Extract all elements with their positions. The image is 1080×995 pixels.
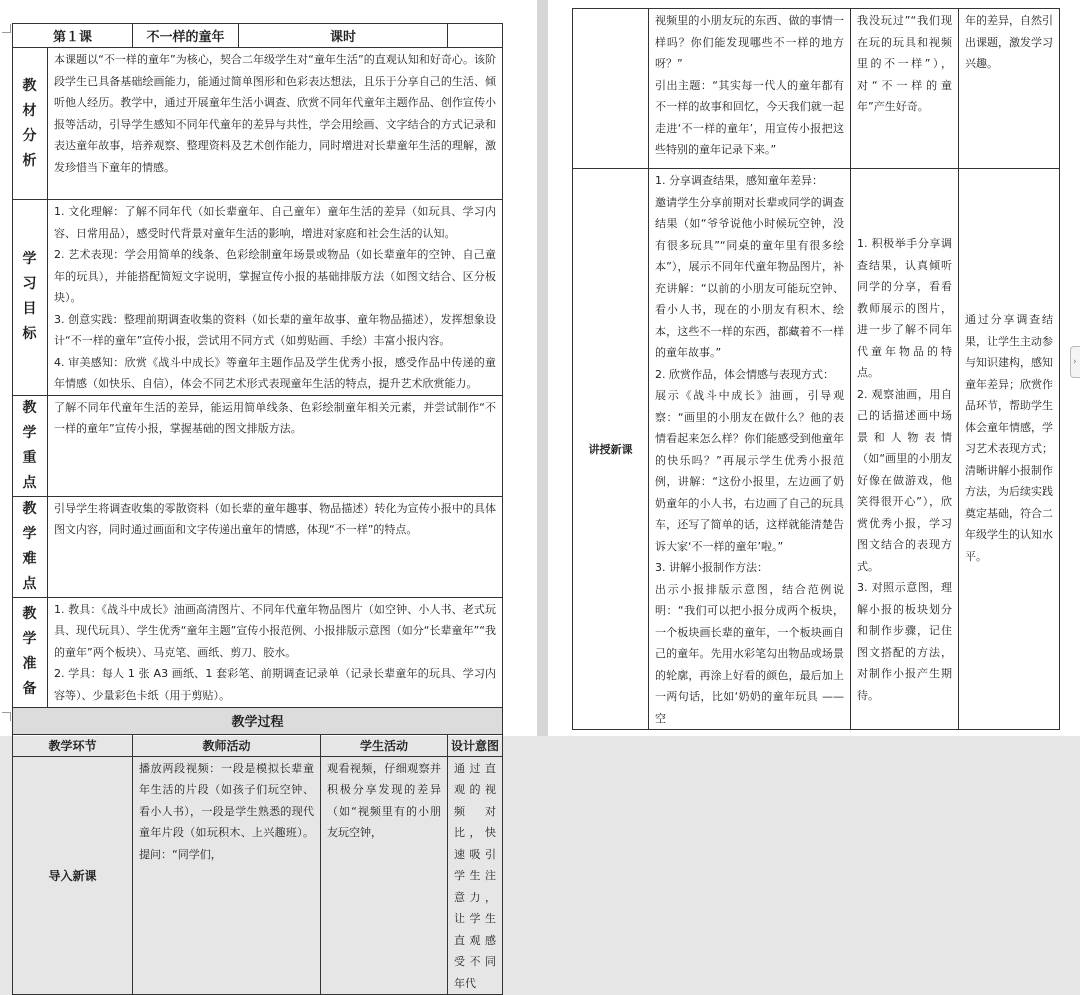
difficult-points-text: 引导学生将调查收集的零散资料（如长辈的童年趣事、物品描述）转化为宣传小报中的具体图文内容，同时通过画面和文字传递出童年的情感，体现“不一样”的特点。 xyxy=(48,496,503,597)
learning-goal-item: 3. 创意实践：整理前期调查收集的资料（如长辈的童年故事、童年物品描述），发挥想象设计“不一样的童年”宣传小报，尝试用不同方式（如剪贴画、手绘）丰富小报内容。 xyxy=(54,312,497,347)
learning-goal-item: 2. 艺术表现：学会用简单的线条、色彩绘制童年场景或物品（如长辈童年的空钟、自己童年的玩具），并能搭配简短文字说明，掌握宣传小报的基础排版方法（如图文结合、区分板块）。 xyxy=(54,248,497,304)
page-gutter xyxy=(537,0,548,736)
period-label: 课时 xyxy=(239,24,448,48)
new-lesson-student-activity xyxy=(851,169,959,730)
preparation-list xyxy=(48,597,503,707)
process-section-title: 教学过程 xyxy=(13,707,503,734)
stage-new-lesson-label: 讲授新课 xyxy=(573,169,649,730)
teacher-activity-item: 展示《战斗中成长》油画，引导观察：“画里的小朋友在做什么？他的表情看起来怎么样？你们能感受到他童年的快乐吗？”再展示学生优秀小报范例，讲解：“这份小报里，左边画了奶奶童年的小人书，右边画了自己的玩具车，还写了简单的话，这样就能清楚告诉大家‘不一样的童年’啦。” xyxy=(655,389,844,553)
key-points-text: 了解不同年代童年生活的差异，能运用简单线条、色彩绘制童年相关元素，并尝试制作“不一样的童年”宣传小报，掌握基础的图文排版方法。 xyxy=(48,395,503,496)
document-page-right xyxy=(548,0,1080,736)
learning-goal-item: 4. 审美感知：欣赏《战斗中成长》等童年主题作品及学生优秀小报，感受作品中传递的童年情感（如快乐、自信），体会不同艺术形式表现童年生活的特点，提升艺术欣赏能力。 xyxy=(54,355,497,390)
column-header-teacher: 教师活动 xyxy=(133,734,321,756)
intro-teacher-activity: 播放两段视频：一段是模拟长辈童年生活的片段（如孩子们玩空钟、看小人书），一段是学生熟悉的现代童年片段（如玩积木、上兴趣班）。提问：“同学们， xyxy=(133,756,321,995)
preparation-item: 2. 学具：每人 1 张 A3 画纸、1 套彩笔、前期调查记录单（记录长辈童年的玩具、学习内容等）、少量彩色卡纸（用于剪贴）。 xyxy=(54,667,497,702)
lesson-number: 第１课 xyxy=(13,24,133,48)
teacher-activity-item: 邀请学生分享前期对长辈或同学的调查结果（如“爷爷说他小时候玩空钟，没有很多玩具”“同桌的童年里有很多绘本”），展示不同年代童年物品图片，补充讲解：“以前的小朋友可能玩空钟、看小人书，现在的小朋友有积木、绘本，这些不一样的东西，都藏着不一样的童年故事。” xyxy=(655,195,844,359)
intro-design-intent-continued: 年的差异，自然引出课题，激发学习兴趣。 xyxy=(959,9,1060,169)
student-activity-item: 1. 积极举手分享调查结果，认真倾听同学的分享，看看教师展示的图片，进一步了解不同年代童年物品的特点。 xyxy=(857,237,952,379)
teacher-activity-item: 3. 讲解小报制作方法： xyxy=(655,561,768,574)
learning-goals-list xyxy=(48,200,503,396)
stage-intro-label: 导入新课 xyxy=(13,756,133,995)
preparation-item: 1. 教具：《战斗中成长》油画高清图片、不同年代童年物品图片（如空钟、小人书、老式玩具、现代玩具）、学生优秀“童年主题”宣传小报范例、小报排版示意图（如分“长辈童年”“我的童年”两个板块）、马克笔、画纸、剪刀、胶水。 xyxy=(54,602,497,659)
column-header-stage: 教学环节 xyxy=(13,734,133,756)
lesson-title: 不一样的童年 xyxy=(133,24,239,48)
page-corner-mark xyxy=(2,24,11,33)
key-points-label: 教学 重点 xyxy=(13,395,48,496)
column-header-student: 学生活动 xyxy=(321,734,448,756)
new-lesson-teacher-activity xyxy=(649,169,851,730)
intro-design-intent: 通过直观的视频对比，快速吸引学生注意力，让学生直观感受不同年代 xyxy=(448,756,503,995)
learning-goals-label: 学习 目标 xyxy=(13,200,48,396)
document-page-left xyxy=(0,0,537,990)
period-value xyxy=(448,24,503,48)
teacher-activity-item: 1. 分享调查结果，感知童年差异： xyxy=(655,174,823,187)
teacher-activity-item: 出示小报排版示意图，结合范例说明：“我们可以把小报分成两个板块，一个板块画长辈的童年，一个板块画自己的童年。先用水彩笔勾出物品或场景的轮廓，再涂上好看的颜色，最后加上一两句话，比如‘奶奶的童年玩具 —— 空 xyxy=(655,582,844,725)
textbook-analysis-label: 教材 分析 xyxy=(13,48,48,200)
textbook-analysis-text: 本课题以“不一样的童年”为核心，契合二年级学生对“童年生活”的直观认知和好奇心。该阶段学生已具备基础绘画能力，能通过简单图形和色彩表达想法，且乐于分享自己的生活、倾听他人经历。教学中，通过开展童年生活小调查、欣赏不同年代童年主题作品、创作宣传小报等活动，引导学生感知不同年代童年的差异与共性，学会用绘画、文字结合的方式记录和表达童年故事，培养观察、整理资料及艺术创作能力，同时增进对长辈童年生活的理解，激发珍惜当下童年的情感。 xyxy=(48,48,503,200)
intro-stage-continued xyxy=(573,9,649,169)
teacher-activity-item: 2. 欣赏作品，体会情感与表现方式： xyxy=(655,367,834,381)
side-collapse-handle[interactable] xyxy=(1070,346,1080,378)
preparation-label: 教学 准备 xyxy=(13,597,48,707)
page-corner-mark xyxy=(2,712,11,721)
column-header-intent: 设计意图 xyxy=(448,734,503,756)
lesson-plan-table-continued xyxy=(572,8,1060,730)
student-activity-item: 3. 对照示意图，理解小报的板块划分和制作步骤，记住图文搭配的方法，对制作小报产生期待。 xyxy=(857,581,952,702)
student-activity-item: 2. 观察油画，用自己的话描述画中场景和人物表情（如“画里的小朋友好像在做游戏，他笑得很开心”），欣赏优秀小报，学习图文结合的表现方式。 xyxy=(857,387,952,573)
chevron-right-icon: › xyxy=(1073,357,1077,367)
lesson-plan-table xyxy=(12,23,503,995)
intro-teacher-activity-continued: 视频里的小朋友玩的东西、做的事情一样吗？你们能发现哪些不一样的地方呀？” 引出主题：“其实每一代人的童年都有不一样的故事和回忆，今天我们就一起走进‘不一样的童年’，用宣传小报把这些特别的童年记录下来。” xyxy=(649,9,851,169)
intro-student-activity-continued: 我没玩过”“我们现在玩的玩具和视频里的不一样”），对“不一样的童年”产生好奇。 xyxy=(851,9,959,169)
learning-goal-item: 1. 文化理解：了解不同年代（如长辈童年、自己童年）童年生活的差异（如玩具、学习内容、日常用品），感受时代背景对童年生活的影响，增进对家庭和社会生活的认知。 xyxy=(54,205,497,240)
new-lesson-design-intent: 通过分享调查结果，让学生主动参与知识建构，感知童年差异；欣赏作品环节，帮助学生体会童年情感，学习艺术表现方式；清晰讲解小报制作方法，为后续实践奠定基础，符合二年级学生的认知水平。 xyxy=(959,169,1060,730)
intro-student-activity: 观看视频，仔细观察并积极分享发现的差异（如“视频里有的小朋友玩空钟， xyxy=(321,756,448,995)
difficult-points-label: 教学 难点 xyxy=(13,496,48,597)
